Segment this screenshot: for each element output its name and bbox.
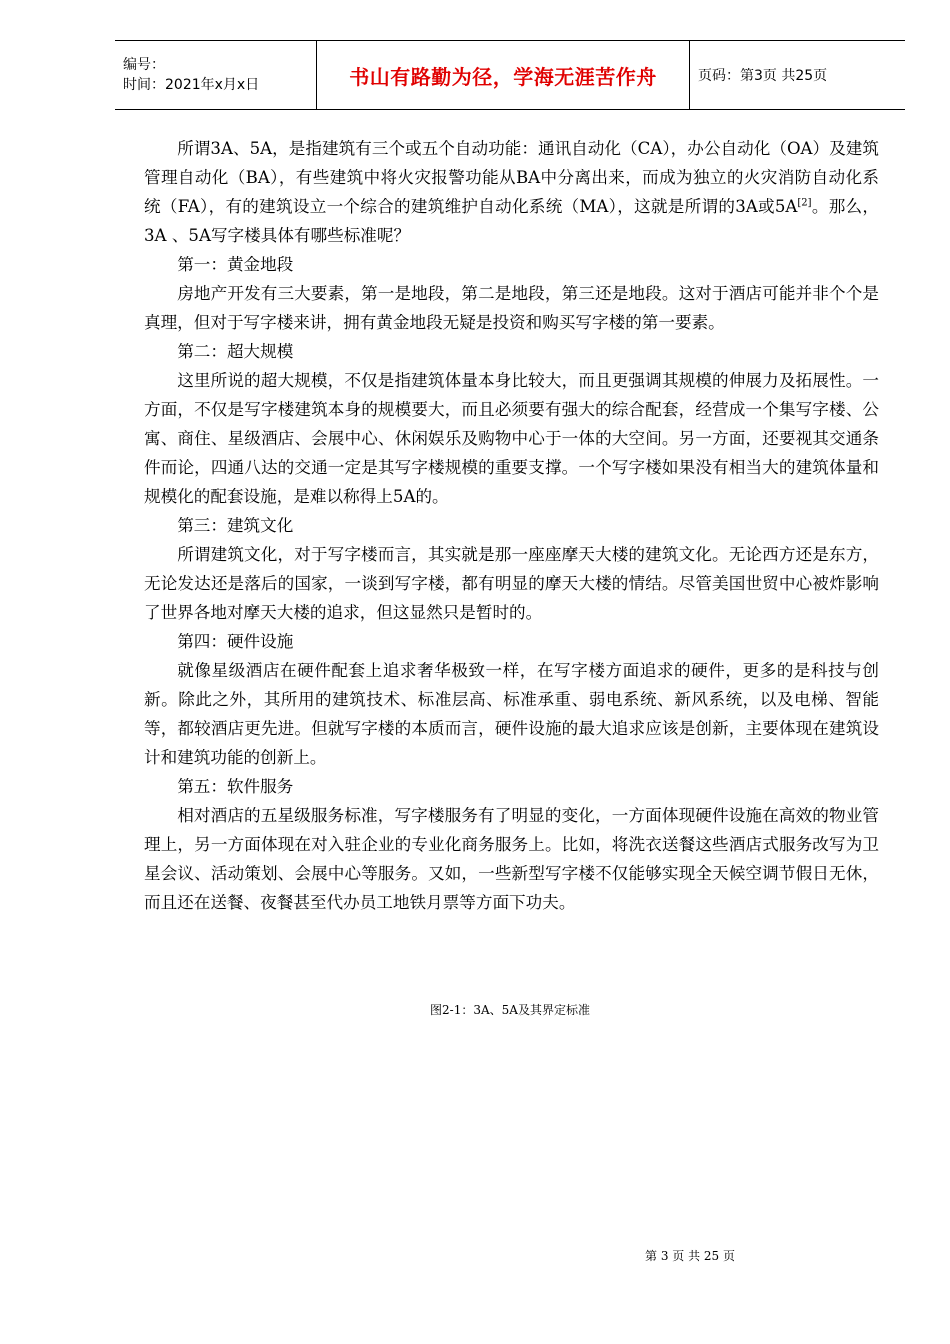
- intro-text: 所谓3A、5A，是指建筑有三个或五个自动功能：通讯自动化（CA），办公自动化（OA）及建筑管理自动化（BA），有些建筑中将火灾报警功能从BA中分离出来，而成为独立的火灾消防自动化系统（FA），有的建筑设立一个综合的建筑维护自动化系统（MA），这就是所谓的3A或5A: [144, 139, 879, 216]
- section-paragraph-4: 就像星级酒店在硬件配套上追求奢华极致一样，在写字楼方面追求的硬件，更多的是科技与创新。除此之外，其所用的建筑技术、标准层高、标准承重、弱电系统、新风系统，以及电梯、智能等，都较酒店更先进。但就写字楼的本质而言，硬件设施的最大追求应该是创新，主要体现在建筑设计和建筑功能的创新上。: [144, 661, 879, 767]
- section-heading-5: 第五：软件服务: [177, 777, 294, 796]
- section-heading-3: 第三：建筑文化: [177, 516, 294, 535]
- section-heading-1: 第一：黄金地段: [177, 255, 294, 274]
- document-time-label: 时间：2021年x月x日: [123, 77, 260, 93]
- intro-paragraph: [144, 134, 879, 250]
- section-paragraph-3: 所谓建筑文化，对于写字楼而言，其实就是那一座座摩天大楼的建筑文化。无论西方还是东方，无论发达还是落后的国家，一谈到写字楼，都有明显的摩天大楼的情结。尽管美国世贸中心被炸影响了世界各地对摩天大楼的追求，但这显然只是暂时的。: [144, 545, 879, 622]
- section-paragraph-5: 相对酒店的五星级服务标准，写字楼服务有了明显的变化，一方面体现硬件设施在高效的物业管理上，另一方面体现在对入驻企业的专业化商务服务上。比如，将洗衣送餐这些酒店式服务改写为卫星会议、活动策划、会展中心等服务。又如，一些新型写字楼不仅能够实现全天候空调节假日无休，而且还在送餐、夜餐甚至代办员工地铁月票等方面下功夫。: [144, 806, 879, 912]
- section-paragraph-2: 这里所说的超大规模，不仅是指建筑体量本身比较大，而且更强调其规模的伸展力及拓展性。一方面，不仅是写字楼建筑本身的规模要大，而且必须要有强大的综合配套，经营成一个集写字楼、公寓、商住、星级酒店、会展中心、休闲娱乐及购物中心于一体的大空间。另一方面，还要视其交通条件而论，四通八达的交通一定是其写字楼规模的重要支撑。一个写字楼如果没有相当大的建筑体量和规模化的配套设施，是难以称得上5A的。: [144, 371, 879, 506]
- section-heading-2: 第二：超大规模: [177, 342, 294, 361]
- header-page-cell: [690, 41, 905, 109]
- page-footer: 第 3 页 共 25 页: [645, 1249, 735, 1263]
- citation-ref: [2]: [797, 197, 812, 209]
- document-number-label: 编号：: [123, 57, 165, 73]
- header-motto-cell: [316, 41, 690, 109]
- section-paragraph-1: 房地产开发有三大要素，第一是地段，第二是地段，第三还是地段。这对于酒店可能并非个个是真理，但对于写字楼来讲，拥有黄金地段无疑是投资和购买写字楼的第一要素。: [144, 284, 879, 332]
- section-heading-4: 第四：硬件设施: [177, 632, 294, 651]
- document-body: [144, 134, 879, 917]
- page-header: [115, 40, 905, 110]
- header-page-number: 页码：第3页 共25页: [698, 68, 828, 84]
- header-motto: 书山有路勤为径，学海无涯苦作舟: [349, 64, 657, 89]
- intro-text-end: 。那么，3A 、5A写字楼具体有哪些标准呢？: [144, 197, 880, 245]
- figure-caption: 图2-1：3A、5A及其界定标准: [430, 1003, 590, 1017]
- header-meta: [115, 41, 316, 109]
